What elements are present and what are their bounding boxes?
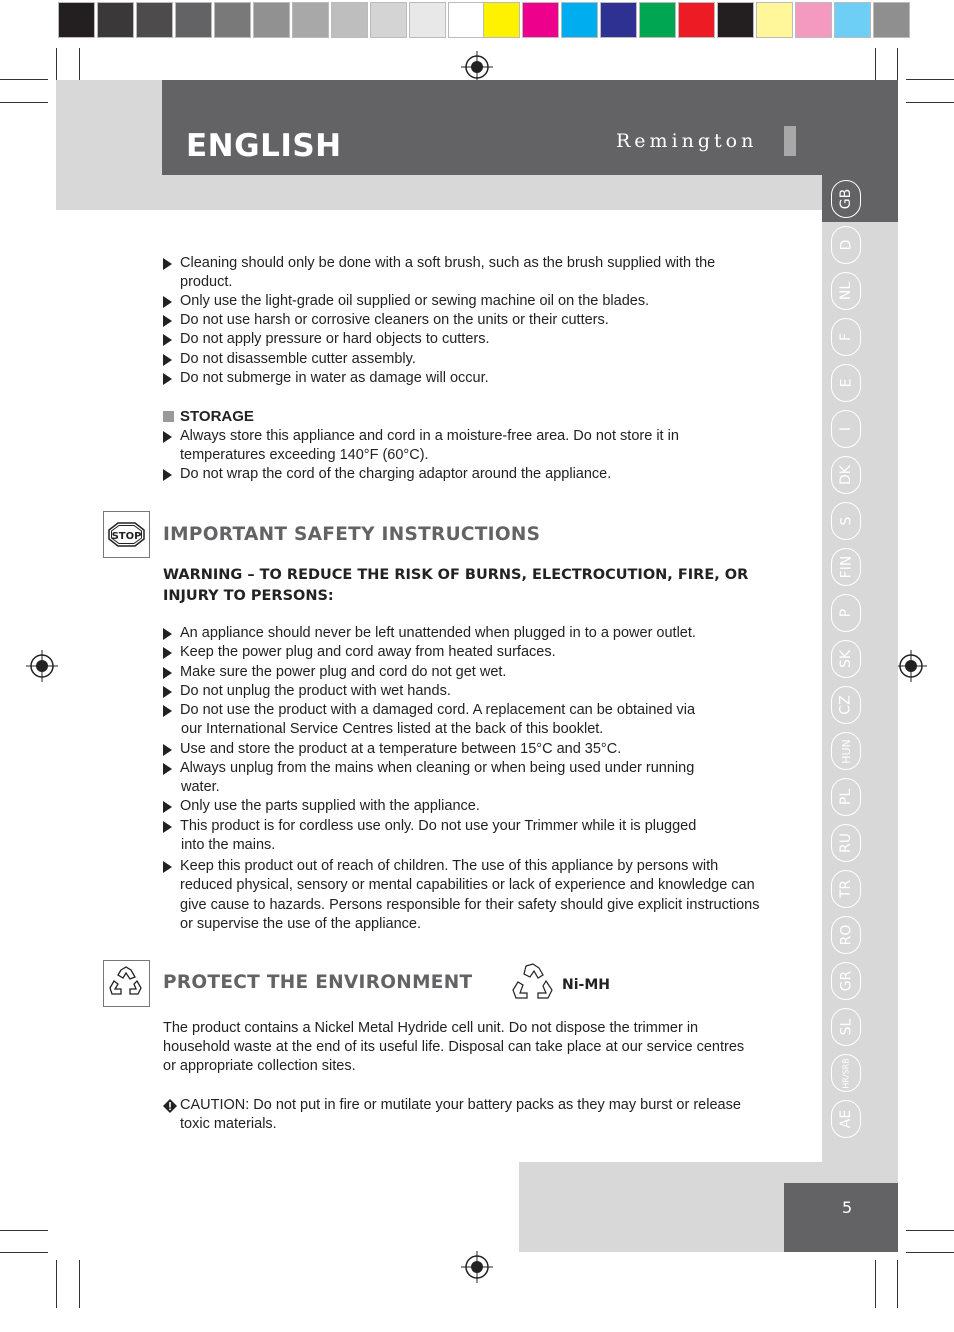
color-swatch (331, 2, 368, 38)
safety-line: Do not unplug the product with wet hands. (180, 683, 451, 699)
crop-mark (875, 1260, 876, 1308)
recycle-battery-icon (508, 962, 558, 1008)
color-swatch (136, 2, 173, 38)
safety-heading: IMPORTANT SAFETY INSTRUCTIONS (163, 524, 541, 545)
safety-line: reduced physical, sensory or mental capabilities or lack of experience and knowledge can (180, 877, 755, 893)
bullet-arrow-icon (163, 763, 172, 775)
crop-mark (906, 1230, 954, 1231)
color-swatch (678, 2, 715, 38)
language-tab-gb[interactable]: GB (831, 180, 861, 218)
color-swatch (483, 2, 520, 38)
environment-line: The product contains a Nickel Metal Hydride cell unit. Do not dispose the trimmer in (163, 1020, 699, 1036)
language-tab-sl[interactable]: SL (831, 1008, 861, 1046)
safety-line: water. (181, 779, 220, 795)
registration-mark-icon (26, 650, 58, 682)
caution-line: toxic materials. (180, 1116, 277, 1132)
language-tab-tr[interactable]: TR (831, 870, 861, 908)
stop-sign-box (103, 511, 150, 558)
storage-line: Do not wrap the cord of the charging adaptor around the appliance. (180, 466, 612, 482)
safety-line: give cause to hazards. Persons responsible for their safety should give explicit instructions (180, 897, 760, 913)
storage-heading: STORAGE (180, 408, 254, 425)
registration-mark-icon (461, 51, 493, 83)
language-tab-e[interactable]: E (831, 364, 861, 402)
language-tab-cz[interactable]: CZ (831, 686, 861, 724)
page-title: ENGLISH (186, 128, 342, 164)
bullet-arrow-icon (163, 296, 172, 308)
crop-mark (0, 1252, 48, 1253)
language-tab-sk[interactable]: SK (831, 640, 861, 678)
crop-mark (906, 1252, 954, 1253)
battery-type-label: Ni-MH (562, 977, 610, 993)
crop-mark (897, 1260, 898, 1308)
language-tab-ru[interactable]: RU (831, 824, 861, 862)
safety-line: Keep the power plug and cord away from heated surfaces. (180, 644, 556, 660)
safety-line: Use and store the product at a temperature between 15°C and 35°C. (180, 741, 622, 757)
safety-line: Keep this product out of reach of children. The use of this appliance by persons with (180, 858, 719, 874)
color-swatch (97, 2, 134, 38)
safety-line: An appliance should never be left unattended when plugged in to a power outlet. (180, 625, 696, 641)
recycle-box (103, 960, 150, 1007)
language-tab-d[interactable]: D (831, 226, 861, 264)
storage-line: temperatures exceeding 140°F (60°C). (180, 447, 429, 463)
stop-label: STOP (111, 531, 142, 542)
crop-mark (906, 102, 954, 103)
language-tab-i[interactable]: I (831, 410, 861, 448)
cleaning-line: Only use the light-grade oil supplied or sewing machine oil on the blades. (180, 293, 650, 309)
stop-sign-icon (104, 512, 149, 557)
language-tab-gr[interactable]: GR (831, 962, 861, 1000)
color-swatch (253, 2, 290, 38)
crop-mark (0, 102, 48, 103)
color-swatch (873, 2, 910, 38)
crop-mark (906, 79, 954, 80)
safety-line: Only use the parts supplied with the appliance. (180, 798, 480, 814)
safety-warning-line: WARNING – TO REDUCE THE RISK OF BURNS, ELECTROCUTION, FIRE, OR (163, 567, 749, 583)
cleaning-line: Do not use harsh or corrosive cleaners on the units or their cutters. (180, 312, 609, 328)
brand-logo: Remington (616, 130, 758, 152)
crop-mark (56, 1260, 57, 1308)
language-tab-nl[interactable]: NL (831, 272, 861, 310)
cleaning-line: Do not disassemble cutter assembly. (180, 351, 416, 367)
caution-icon (163, 1099, 177, 1113)
color-swatch (834, 2, 871, 38)
crop-mark (0, 79, 48, 80)
environment-line: household waste at the end of its useful life. Disposal can take place at our service centres (163, 1039, 745, 1055)
color-swatch (175, 2, 212, 38)
cleaning-line: product. (180, 274, 233, 290)
language-tab-ae[interactable]: AE (831, 1100, 861, 1138)
safety-line: or supervise the use of the appliance. (180, 916, 422, 932)
bullet-arrow-icon (163, 801, 172, 813)
safety-warning (163, 565, 803, 607)
language-tab-dk[interactable]: DK (831, 456, 861, 494)
page-number-block (784, 1183, 898, 1252)
color-swatch (58, 2, 95, 38)
language-tab-s[interactable]: S (831, 502, 861, 540)
color-swatch (448, 2, 485, 38)
process-color-bar (483, 2, 912, 38)
color-swatch (409, 2, 446, 38)
grayscale-color-bar (58, 2, 487, 38)
bullet-arrow-icon (163, 686, 172, 698)
language-tab-ro[interactable]: RO (831, 916, 861, 954)
color-swatch (370, 2, 407, 38)
crop-mark (0, 1230, 48, 1231)
page-header (162, 80, 898, 175)
color-swatch (795, 2, 832, 38)
color-swatch (214, 2, 251, 38)
registration-mark-icon (895, 650, 927, 682)
bullet-arrow-icon (163, 431, 172, 443)
cleaning-line: Cleaning should only be done with a soft brush, such as the brush supplied with the (180, 255, 716, 271)
language-tab-hun[interactable]: HUN (831, 732, 861, 770)
safety-line: Always unplug from the mains when cleaning or when being used under running (180, 760, 695, 776)
color-swatch (639, 2, 676, 38)
safety-line: into the mains. (181, 837, 276, 853)
recycle-icon (104, 961, 149, 1006)
section-square-icon (163, 411, 174, 422)
language-tab-pl[interactable]: PL (831, 778, 861, 816)
bullet-arrow-icon (163, 861, 172, 873)
bullet-arrow-icon (163, 334, 172, 346)
cleaning-line: Do not apply pressure or hard objects to cutters. (180, 331, 490, 347)
bullet-arrow-icon (163, 821, 172, 833)
bullet-arrow-icon (163, 315, 172, 327)
color-swatch (292, 2, 329, 38)
bullet-arrow-icon (163, 628, 172, 640)
cleaning-line: Do not submerge in water as damage will occur. (180, 370, 489, 386)
color-swatch (717, 2, 754, 38)
language-tab-p[interactable]: P (831, 594, 861, 632)
registration-mark-icon (461, 1251, 493, 1283)
brand-accent-bar (784, 126, 796, 156)
crop-mark (79, 1260, 80, 1308)
bullet-arrow-icon (163, 705, 172, 717)
safety-line: our International Service Centres listed at the back of this booklet. (181, 721, 604, 737)
language-tab-fin[interactable]: FIN (831, 548, 861, 586)
language-tab-hr-srb[interactable]: HR/SRB (831, 1054, 861, 1092)
bullet-arrow-icon (163, 354, 172, 366)
color-swatch (522, 2, 559, 38)
safety-line: Make sure the power plug and cord do not get wet. (180, 664, 507, 680)
language-tab-f[interactable]: F (831, 318, 861, 356)
caution-line: CAUTION: Do not put in fire or mutilate your battery packs as they may burst or release (180, 1097, 741, 1113)
environment-line: or appropriate collection sites. (163, 1058, 356, 1074)
bullet-arrow-icon (163, 744, 172, 756)
bullet-arrow-icon (163, 667, 172, 679)
bullet-arrow-icon (163, 647, 172, 659)
bullet-arrow-icon (163, 469, 172, 481)
color-swatch (561, 2, 598, 38)
color-swatch (600, 2, 637, 38)
bullet-arrow-icon (163, 373, 172, 385)
bullet-arrow-icon (163, 258, 172, 270)
safety-line: Do not use the product with a damaged cord. A replacement can be obtained via (180, 702, 696, 718)
safety-warning-line: INJURY TO PERSONS: (163, 588, 334, 604)
color-swatch (756, 2, 793, 38)
safety-line: This product is for cordless use only. Do not use your Trimmer while it is plugged (180, 818, 697, 834)
page-number: 5 (842, 1198, 853, 1217)
storage-line: Always store this appliance and cord in a moisture-free area. Do not store it in (180, 428, 679, 444)
environment-heading: PROTECT THE ENVIRONMENT (163, 972, 473, 993)
